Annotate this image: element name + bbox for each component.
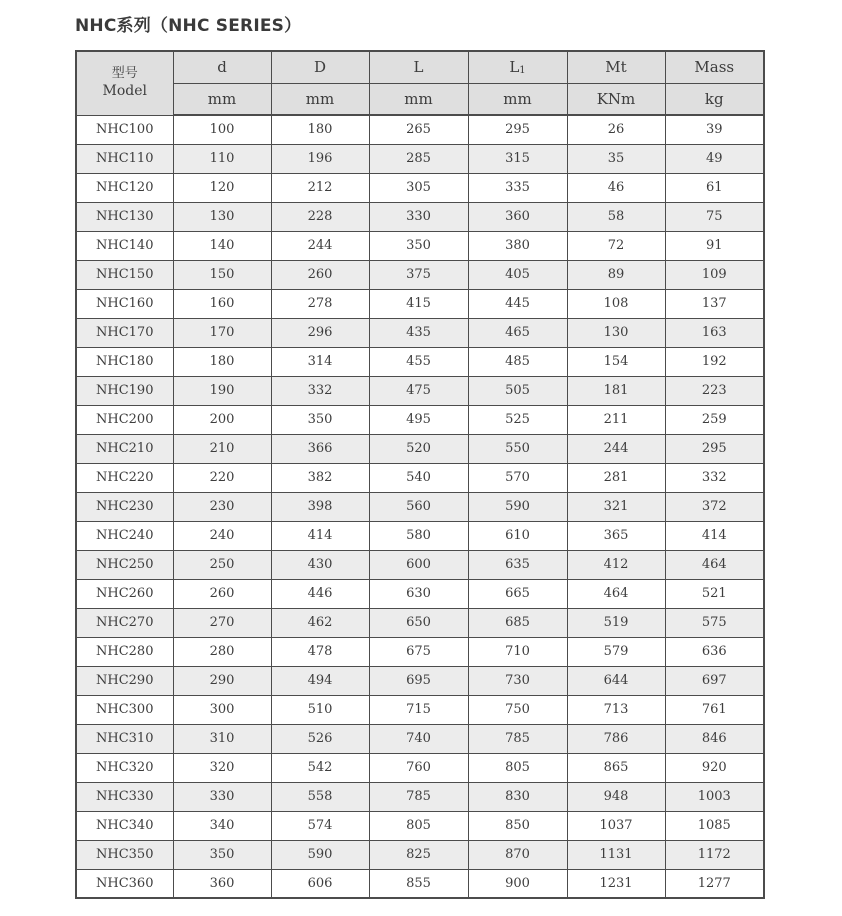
- value-cell-L1: 870: [468, 840, 567, 869]
- value-cell-Mass: 920: [665, 753, 764, 782]
- table-row: [76, 811, 764, 840]
- value-cell-Mass: 91: [665, 231, 764, 260]
- value-cell-L1: 405: [468, 260, 567, 289]
- value-cell-D: 228: [271, 202, 369, 231]
- table-row: [76, 318, 764, 347]
- value-cell-Mt: 713: [567, 695, 665, 724]
- table-row: [76, 144, 764, 173]
- value-cell-D: 196: [271, 144, 369, 173]
- model-cell: NHC360: [76, 869, 173, 898]
- value-cell-Mt: 464: [567, 579, 665, 608]
- value-cell-d: 300: [173, 695, 271, 724]
- value-cell-Mt: 154: [567, 347, 665, 376]
- model-cell: NHC260: [76, 579, 173, 608]
- model-cell: NHC100: [76, 115, 173, 144]
- column-header-model: [76, 51, 173, 115]
- value-cell-L1: 550: [468, 434, 567, 463]
- value-cell-L: 540: [369, 463, 468, 492]
- model-cell: NHC220: [76, 463, 173, 492]
- value-cell-D: 574: [271, 811, 369, 840]
- value-cell-Mass: 109: [665, 260, 764, 289]
- table-row: [76, 579, 764, 608]
- value-cell-Mass: 61: [665, 173, 764, 202]
- value-cell-Mass: 575: [665, 608, 764, 637]
- value-cell-L1: 710: [468, 637, 567, 666]
- value-cell-L1: 730: [468, 666, 567, 695]
- value-cell-Mass: 49: [665, 144, 764, 173]
- value-cell-L1: 380: [468, 231, 567, 260]
- model-cell: NHC140: [76, 231, 173, 260]
- value-cell-Mass: 1003: [665, 782, 764, 811]
- value-cell-L: 350: [369, 231, 468, 260]
- table-row: [76, 289, 764, 318]
- nhc-series-table: [75, 50, 765, 899]
- model-cell: NHC240: [76, 521, 173, 550]
- value-cell-L: 740: [369, 724, 468, 753]
- value-cell-L: 650: [369, 608, 468, 637]
- table-row: [76, 492, 764, 521]
- value-cell-D: 446: [271, 579, 369, 608]
- table-row: [76, 260, 764, 289]
- value-cell-L1: 335: [468, 173, 567, 202]
- value-cell-d: 280: [173, 637, 271, 666]
- model-cell: NHC130: [76, 202, 173, 231]
- table-row: [76, 405, 764, 434]
- table-row: [76, 637, 764, 666]
- value-cell-L: 285: [369, 144, 468, 173]
- value-cell-d: 190: [173, 376, 271, 405]
- value-cell-Mass: 259: [665, 405, 764, 434]
- table-row: [76, 782, 764, 811]
- value-cell-D: 382: [271, 463, 369, 492]
- value-cell-L1: 445: [468, 289, 567, 318]
- value-cell-L: 825: [369, 840, 468, 869]
- value-cell-L: 520: [369, 434, 468, 463]
- value-cell-D: 260: [271, 260, 369, 289]
- header-label-row: [76, 51, 764, 83]
- value-cell-L: 435: [369, 318, 468, 347]
- value-cell-L1: 665: [468, 579, 567, 608]
- column-label: L: [413, 58, 424, 77]
- table-row: [76, 463, 764, 492]
- value-cell-L: 560: [369, 492, 468, 521]
- value-cell-L1: 590: [468, 492, 567, 521]
- value-cell-L1: 295: [468, 115, 567, 144]
- value-cell-L: 580: [369, 521, 468, 550]
- value-cell-Mass: 846: [665, 724, 764, 753]
- value-cell-L: 785: [369, 782, 468, 811]
- table-header: [76, 51, 764, 115]
- value-cell-d: 230: [173, 492, 271, 521]
- unit-cell-L: mm: [369, 83, 468, 115]
- value-cell-L: 715: [369, 695, 468, 724]
- model-label-zh: 型号: [111, 66, 138, 82]
- page-title: NHC系列（NHC SERIES）: [75, 16, 302, 36]
- column-header-D: [271, 51, 369, 83]
- model-cell: NHC180: [76, 347, 173, 376]
- table-row: [76, 695, 764, 724]
- model-cell: NHC270: [76, 608, 173, 637]
- value-cell-Mass: 761: [665, 695, 764, 724]
- model-cell: NHC280: [76, 637, 173, 666]
- value-cell-d: 100: [173, 115, 271, 144]
- value-cell-L1: 505: [468, 376, 567, 405]
- value-cell-Mass: 332: [665, 463, 764, 492]
- table-row: [76, 347, 764, 376]
- table-row: [76, 666, 764, 695]
- model-cell: NHC190: [76, 376, 173, 405]
- value-cell-L1: 570: [468, 463, 567, 492]
- value-cell-L1: 685: [468, 608, 567, 637]
- value-cell-L1: 360: [468, 202, 567, 231]
- value-cell-d: 290: [173, 666, 271, 695]
- value-cell-L: 760: [369, 753, 468, 782]
- value-cell-Mass: 223: [665, 376, 764, 405]
- value-cell-D: 398: [271, 492, 369, 521]
- table-row: [76, 840, 764, 869]
- value-cell-D: 278: [271, 289, 369, 318]
- value-cell-Mt: 1231: [567, 869, 665, 898]
- value-cell-L: 455: [369, 347, 468, 376]
- model-cell: NHC310: [76, 724, 173, 753]
- model-cell: NHC110: [76, 144, 173, 173]
- value-cell-L: 855: [369, 869, 468, 898]
- value-cell-D: 526: [271, 724, 369, 753]
- model-cell: NHC160: [76, 289, 173, 318]
- value-cell-d: 120: [173, 173, 271, 202]
- value-cell-D: 478: [271, 637, 369, 666]
- value-cell-d: 150: [173, 260, 271, 289]
- model-cell: NHC350: [76, 840, 173, 869]
- value-cell-d: 320: [173, 753, 271, 782]
- column-label: Mt: [605, 58, 627, 77]
- value-cell-D: 510: [271, 695, 369, 724]
- column-label: D: [313, 58, 327, 77]
- value-cell-d: 210: [173, 434, 271, 463]
- column-label: d: [217, 58, 227, 77]
- value-cell-L: 630: [369, 579, 468, 608]
- model-cell: NHC320: [76, 753, 173, 782]
- value-cell-Mt: 321: [567, 492, 665, 521]
- column-header-L1: [468, 51, 567, 83]
- value-cell-L1: 805: [468, 753, 567, 782]
- value-cell-L: 475: [369, 376, 468, 405]
- value-cell-Mt: 1037: [567, 811, 665, 840]
- value-cell-Mass: 521: [665, 579, 764, 608]
- table-row: [76, 550, 764, 579]
- value-cell-L1: 635: [468, 550, 567, 579]
- value-cell-d: 220: [173, 463, 271, 492]
- value-cell-D: 244: [271, 231, 369, 260]
- model-cell: NHC330: [76, 782, 173, 811]
- value-cell-Mass: 1085: [665, 811, 764, 840]
- value-cell-L: 415: [369, 289, 468, 318]
- value-cell-Mass: 163: [665, 318, 764, 347]
- table-row: [76, 376, 764, 405]
- value-cell-D: 212: [271, 173, 369, 202]
- value-cell-L1: 315: [468, 144, 567, 173]
- value-cell-Mt: 89: [567, 260, 665, 289]
- model-cell: NHC290: [76, 666, 173, 695]
- unit-cell-d: mm: [173, 83, 271, 115]
- unit-cell-L1: mm: [468, 83, 567, 115]
- value-cell-D: 494: [271, 666, 369, 695]
- value-cell-Mt: 281: [567, 463, 665, 492]
- value-cell-d: 360: [173, 869, 271, 898]
- column-header-Mt: [567, 51, 665, 83]
- value-cell-d: 170: [173, 318, 271, 347]
- table-row: [76, 869, 764, 898]
- value-cell-D: 462: [271, 608, 369, 637]
- model-cell: NHC150: [76, 260, 173, 289]
- value-cell-Mass: 372: [665, 492, 764, 521]
- value-cell-Mass: 697: [665, 666, 764, 695]
- value-cell-Mass: 295: [665, 434, 764, 463]
- value-cell-d: 240: [173, 521, 271, 550]
- value-cell-Mt: 35: [567, 144, 665, 173]
- value-cell-L: 695: [369, 666, 468, 695]
- column-label: L: [509, 58, 520, 77]
- value-cell-Mt: 786: [567, 724, 665, 753]
- value-cell-Mt: 644: [567, 666, 665, 695]
- table-row: [76, 231, 764, 260]
- value-cell-L1: 525: [468, 405, 567, 434]
- value-cell-D: 606: [271, 869, 369, 898]
- model-cell: NHC230: [76, 492, 173, 521]
- value-cell-d: 330: [173, 782, 271, 811]
- table-row: [76, 521, 764, 550]
- value-cell-D: 350: [271, 405, 369, 434]
- column-label: Mass: [694, 58, 735, 77]
- value-cell-Mt: 130: [567, 318, 665, 347]
- value-cell-d: 180: [173, 347, 271, 376]
- value-cell-Mass: 192: [665, 347, 764, 376]
- value-cell-Mt: 519: [567, 608, 665, 637]
- value-cell-Mt: 211: [567, 405, 665, 434]
- value-cell-L1: 485: [468, 347, 567, 376]
- value-cell-Mass: 414: [665, 521, 764, 550]
- value-cell-L: 305: [369, 173, 468, 202]
- value-cell-L: 265: [369, 115, 468, 144]
- value-cell-Mt: 948: [567, 782, 665, 811]
- value-cell-D: 590: [271, 840, 369, 869]
- header-unit-row: [76, 83, 764, 115]
- value-cell-d: 250: [173, 550, 271, 579]
- value-cell-Mt: 865: [567, 753, 665, 782]
- value-cell-L: 375: [369, 260, 468, 289]
- value-cell-L1: 850: [468, 811, 567, 840]
- value-cell-Mt: 412: [567, 550, 665, 579]
- model-cell: NHC250: [76, 550, 173, 579]
- value-cell-L1: 785: [468, 724, 567, 753]
- value-cell-D: 332: [271, 376, 369, 405]
- value-cell-d: 310: [173, 724, 271, 753]
- value-cell-d: 270: [173, 608, 271, 637]
- value-cell-Mt: 1131: [567, 840, 665, 869]
- column-label-subscript: 1: [519, 65, 526, 77]
- value-cell-d: 130: [173, 202, 271, 231]
- value-cell-Mt: 46: [567, 173, 665, 202]
- table-row: [76, 724, 764, 753]
- model-cell: NHC210: [76, 434, 173, 463]
- value-cell-L: 675: [369, 637, 468, 666]
- value-cell-L: 805: [369, 811, 468, 840]
- value-cell-d: 160: [173, 289, 271, 318]
- value-cell-L1: 465: [468, 318, 567, 347]
- table-row: [76, 434, 764, 463]
- value-cell-Mass: 464: [665, 550, 764, 579]
- value-cell-Mt: 58: [567, 202, 665, 231]
- value-cell-L: 600: [369, 550, 468, 579]
- value-cell-L: 330: [369, 202, 468, 231]
- value-cell-D: 430: [271, 550, 369, 579]
- value-cell-D: 180: [271, 115, 369, 144]
- value-cell-d: 110: [173, 144, 271, 173]
- unit-cell-D: mm: [271, 83, 369, 115]
- column-header-Mass: [665, 51, 764, 83]
- model-cell: NHC200: [76, 405, 173, 434]
- unit-cell-Mt: KNm: [567, 83, 665, 115]
- value-cell-d: 260: [173, 579, 271, 608]
- value-cell-L1: 610: [468, 521, 567, 550]
- value-cell-Mt: 579: [567, 637, 665, 666]
- value-cell-Mass: 75: [665, 202, 764, 231]
- table-row: [76, 608, 764, 637]
- value-cell-Mt: 108: [567, 289, 665, 318]
- column-header-L: [369, 51, 468, 83]
- value-cell-Mass: 636: [665, 637, 764, 666]
- value-cell-Mass: 137: [665, 289, 764, 318]
- value-cell-D: 314: [271, 347, 369, 376]
- table-row: [76, 753, 764, 782]
- value-cell-D: 296: [271, 318, 369, 347]
- unit-cell-Mass: kg: [665, 83, 764, 115]
- value-cell-D: 366: [271, 434, 369, 463]
- value-cell-d: 340: [173, 811, 271, 840]
- table-row: [76, 115, 764, 144]
- value-cell-Mass: 1277: [665, 869, 764, 898]
- value-cell-Mass: 1172: [665, 840, 764, 869]
- value-cell-d: 140: [173, 231, 271, 260]
- value-cell-D: 542: [271, 753, 369, 782]
- value-cell-L1: 900: [468, 869, 567, 898]
- model-cell: NHC170: [76, 318, 173, 347]
- table-row: [76, 173, 764, 202]
- value-cell-D: 558: [271, 782, 369, 811]
- value-cell-D: 414: [271, 521, 369, 550]
- value-cell-Mass: 39: [665, 115, 764, 144]
- model-cell: NHC300: [76, 695, 173, 724]
- value-cell-d: 350: [173, 840, 271, 869]
- column-header-d: [173, 51, 271, 83]
- table-body: [76, 115, 764, 898]
- value-cell-d: 200: [173, 405, 271, 434]
- model-cell: NHC120: [76, 173, 173, 202]
- value-cell-Mt: 244: [567, 434, 665, 463]
- value-cell-L: 495: [369, 405, 468, 434]
- model-label-en: Model: [102, 82, 147, 99]
- value-cell-L1: 750: [468, 695, 567, 724]
- model-cell: NHC340: [76, 811, 173, 840]
- value-cell-Mt: 26: [567, 115, 665, 144]
- value-cell-Mt: 365: [567, 521, 665, 550]
- value-cell-Mt: 181: [567, 376, 665, 405]
- value-cell-Mt: 72: [567, 231, 665, 260]
- value-cell-L1: 830: [468, 782, 567, 811]
- table-row: [76, 202, 764, 231]
